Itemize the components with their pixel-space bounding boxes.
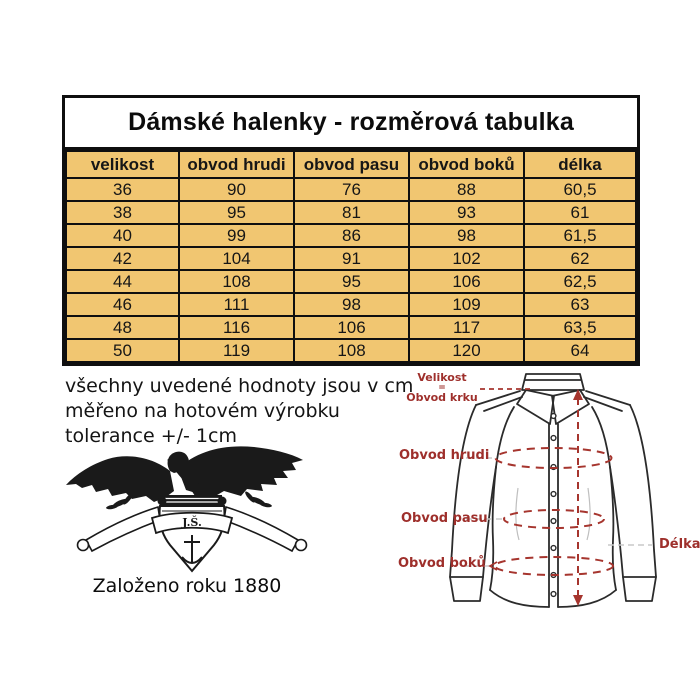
size-cell: 46 [66, 293, 179, 316]
size-cell: 102 [409, 247, 524, 270]
table-row [66, 339, 636, 362]
col-header-obvod-pasu: obvod pasu [294, 151, 409, 178]
size-cell: 36 [66, 178, 179, 201]
size-cell: 81 [294, 201, 409, 224]
size-cell: 64 [524, 339, 636, 362]
label-velikost: Velikost [417, 371, 467, 384]
size-cell: 98 [294, 293, 409, 316]
size-cell: 117 [409, 316, 524, 339]
size-cell: 61,5 [524, 224, 636, 247]
size-cell: 99 [179, 224, 294, 247]
note-line: všechny uvedené hodnoty jsou v cm [65, 375, 414, 397]
table-row [66, 247, 636, 270]
equals-sign: = [438, 383, 446, 393]
size-cell: 42 [66, 247, 179, 270]
size-cell: 90 [179, 178, 294, 201]
size-cell: 88 [409, 178, 524, 201]
size-cell: 120 [409, 339, 524, 362]
size-table-grid [65, 150, 637, 363]
size-cell: 63,5 [524, 316, 636, 339]
size-cell: 40 [66, 224, 179, 247]
table-row [66, 201, 636, 224]
eagle-logo [62, 441, 312, 576]
size-cell: 38 [66, 201, 179, 224]
monogram-text: J.Š. [182, 516, 202, 529]
col-header-obvod-boku: obvod boků [409, 151, 524, 178]
size-cell: 98 [409, 224, 524, 247]
size-cell: 95 [179, 201, 294, 224]
note-line: tolerance +/- 1cm [65, 425, 237, 447]
header-row [66, 151, 636, 178]
size-cell: 93 [409, 201, 524, 224]
col-header-delka: délka [524, 151, 636, 178]
size-cell: 91 [294, 247, 409, 270]
col-header-obvod-hrudi: obvod hrudi [179, 151, 294, 178]
size-cell: 76 [294, 178, 409, 201]
label-velikost-obvod-krku [404, 372, 480, 404]
shirt-buttons-icon [551, 414, 556, 597]
size-cell: 62 [524, 247, 636, 270]
size-cell: 48 [66, 316, 179, 339]
label-obvod-pasu: Obvod pasu [401, 511, 488, 526]
size-table [62, 95, 640, 366]
size-cell: 50 [66, 339, 179, 362]
label-obvod-boku: Obvod boků [398, 556, 486, 571]
size-cell: 106 [409, 270, 524, 293]
size-cell: 109 [409, 293, 524, 316]
table-row [66, 316, 636, 339]
size-cell: 119 [179, 339, 294, 362]
size-cell: 44 [66, 270, 179, 293]
size-cell: 116 [179, 316, 294, 339]
size-cell: 106 [294, 316, 409, 339]
measurement-notes [65, 374, 413, 449]
size-cell: 62,5 [524, 270, 636, 293]
founded-text: Založeno roku 1880 [92, 575, 282, 597]
col-header-velikost: velikost [66, 151, 179, 178]
size-cell: 86 [294, 224, 409, 247]
size-cell: 60,5 [524, 178, 636, 201]
size-cell: 108 [179, 270, 294, 293]
size-cell: 63 [524, 293, 636, 316]
measurement-overlays [480, 389, 613, 597]
label-obvod-krku: Obvod krku [406, 391, 478, 404]
note-line: měřeno na hotovém výrobku [65, 400, 340, 422]
size-cell: 108 [294, 339, 409, 362]
table-row [66, 178, 636, 201]
table-row [66, 224, 636, 247]
size-cell: 61 [524, 201, 636, 224]
label-obvod-hrudi: Obvod hrudi [399, 448, 490, 463]
table-row [66, 270, 636, 293]
shirt-diagram [400, 370, 700, 640]
size-cell: 104 [179, 247, 294, 270]
size-cell: 95 [294, 270, 409, 293]
shield-icon [152, 495, 232, 571]
size-cell: 111 [179, 293, 294, 316]
table-title: Dámské halenky - rozměrová tabulka [65, 98, 637, 150]
table-row [66, 293, 636, 316]
label-delka: Délka [659, 537, 700, 552]
